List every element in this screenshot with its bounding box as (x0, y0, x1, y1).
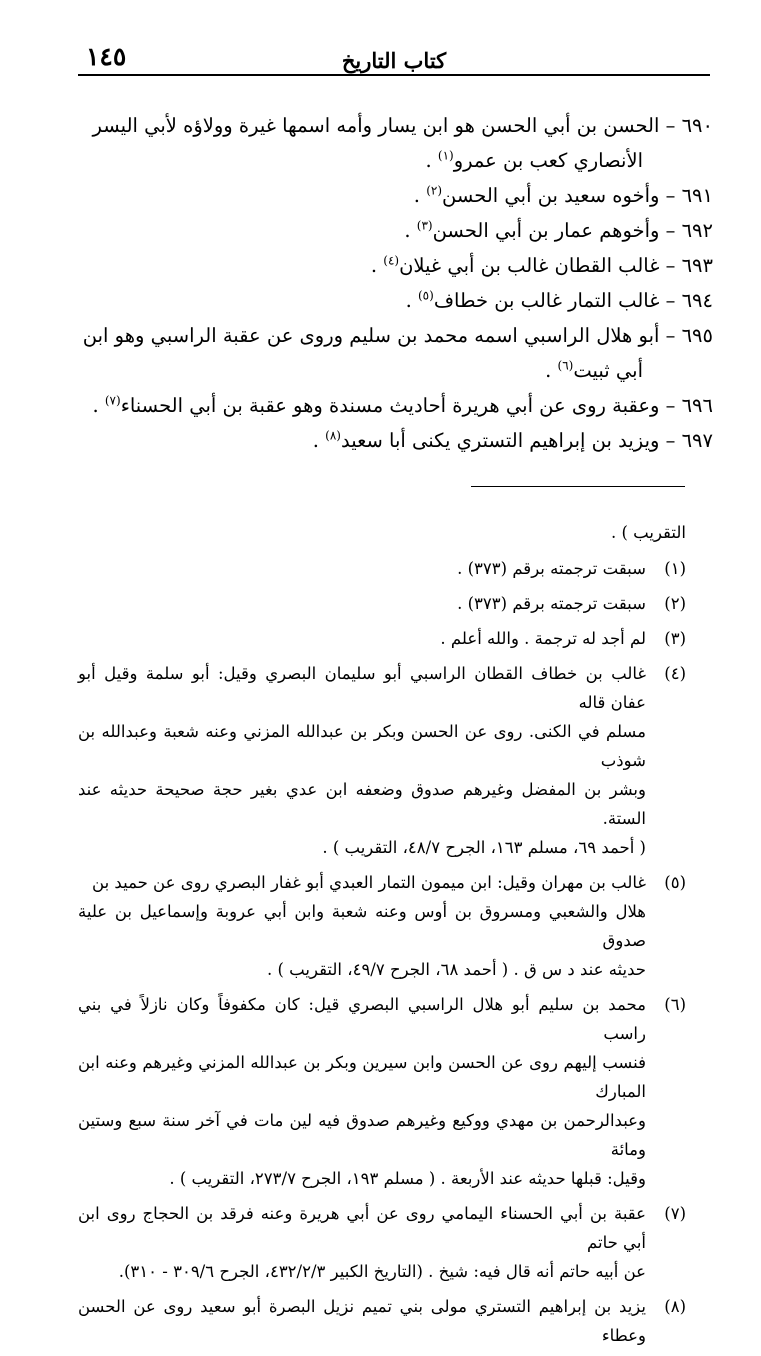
footnote-ref: (٨) (325, 428, 341, 443)
footnote-marker: (٨) (664, 1297, 686, 1316)
entry-dash: – (665, 184, 676, 207)
entry-text: وأخوه سعيد بن أبي الحسن (442, 184, 660, 207)
entry (79, 213, 713, 248)
footnote-line: فنسب إليهم روى عن الحسن وابن سيرين وبكر بن عبدالله المزني وغيرهم وعنه ابن المبارك (78, 1053, 646, 1101)
entry (79, 108, 713, 178)
footnote-marker: (٤) (664, 664, 686, 683)
footnote-carry-over: التقريب ) . (610, 523, 686, 542)
footnote-marker: (٦) (664, 995, 686, 1014)
entry-end: . (92, 394, 105, 417)
footnote-text (78, 589, 646, 618)
entry-line (79, 318, 713, 353)
footnote-ref: (١) (437, 148, 454, 163)
footnotes (78, 518, 686, 1356)
entry (79, 178, 713, 213)
entry-end: . (370, 254, 384, 277)
footnote-ref: (٧) (104, 393, 121, 408)
footnote-text (78, 1292, 646, 1350)
footnote-line: وعبدالرحمن بن مهدي ووكيع وغيرهم صدوق فيه لين مات في آخر سنة سبع وستين ومائة (78, 1111, 646, 1159)
entry-text: ويزيد بن إبراهيم التستري يكنى أبا سعيد (340, 429, 660, 452)
entry-number: ٦٩١ (681, 184, 713, 207)
entry-line (79, 248, 713, 283)
entry (79, 318, 713, 388)
footnote-line: سبقت ترجمته برقم (٣٧٣) . (457, 559, 646, 578)
entry-line (79, 283, 713, 318)
entry-number: ٦٩٧ (681, 429, 713, 452)
entry-number: ٦٩٣ (681, 254, 713, 277)
entry-text: الأنصاري كعب بن عمرو (453, 149, 643, 172)
footnote-marker: (١) (664, 559, 686, 578)
footnote (78, 659, 686, 862)
footnote (78, 589, 686, 618)
entry-dash: – (665, 289, 676, 312)
footnote (78, 1292, 686, 1350)
running-title: كتاب التاريخ (341, 48, 447, 73)
entry-number: ٦٩٢ (681, 219, 713, 242)
footnote-line: هلال والشعبي ومسروق بن أوس وعنه شعبة وابن أبي عروبة وإسماعيل بن علية صدوق (78, 902, 646, 950)
footnote-ref: (٦) (557, 358, 574, 373)
footnote-ref: (٥) (417, 288, 434, 303)
entry-text: أبي ثبيت (573, 359, 643, 382)
entry (79, 283, 713, 318)
entry (79, 248, 713, 283)
footnote-marker: (٣) (664, 629, 686, 648)
footnote-line: يزيد بن إبراهيم التستري مولى بني تميم نزيل البصرة أبو سعيد روى عن الحسن وعطاء (78, 1297, 646, 1345)
footnote-line: عقبة بن أبي الحسناء اليمامي روى عن أبي هريرة وعنه فرقد بن الحجاج روى ابن أبي حاتم (78, 1204, 646, 1252)
page-number: ١٤٥ (86, 42, 127, 71)
entry-number: ٦٩٠ (681, 114, 713, 137)
footnote-text (78, 624, 646, 653)
footnote-line: حديثه عند د س ق . ( أحمد ٦٨، الجرح ٤٩/٧، التقريب ) . (267, 960, 646, 979)
footnote-line: عن أبيه حاتم أنه قال فيه: شيخ . (التاريخ الكبير ٤٣٢/٢/٣، الجرح ٣٠٩/٦ - ٣١٠). (118, 1262, 646, 1281)
footnote-line: محمد بن سليم أبو هلال الراسبي البصري قيل: كان مكفوفاً وكان نازلاً في بني راسب (78, 995, 646, 1043)
page-header (78, 38, 710, 76)
footnote (78, 990, 686, 1193)
entry-text: وأخوهم عمار بن أبي الحسن (432, 219, 660, 242)
entry-number: ٦٩٦ (681, 394, 713, 417)
footnote-line: سبقت ترجمته برقم (٣٧٣) . (457, 594, 646, 613)
footnote-ref: (٤) (383, 253, 400, 268)
entry (79, 388, 713, 423)
entry-dash: – (665, 324, 676, 347)
footnote-marker: (٧) (664, 1204, 686, 1223)
footnote-line: مسلم في الكنى. روى عن الحسن وبكر بن عبدالله المزني وعنه شعبة وعبدالله بن شوذب (78, 722, 646, 770)
entry-text: أبو هلال الراسبي اسمه محمد بن سليم وروى عن عقبة الراسبي وهو ابن (82, 324, 660, 347)
entry-line (79, 213, 713, 248)
entry-end: . (405, 289, 418, 312)
footnote-list (78, 554, 686, 1350)
footnote (78, 1199, 686, 1286)
footnote (78, 868, 686, 984)
footnote-line: غالب بن مهران وقيل: ابن ميمون التمار العبدي أبو غفار البصري روى عن حميد بن (92, 873, 646, 892)
footnote-line: وقيل: قبلها حديثه عند الأربعة . ( مسلم ١٩٣، الجرح ٢٧٣/٧، التقريب ) . (169, 1169, 646, 1188)
footnote-marker: (٢) (664, 594, 686, 613)
entry-end: . (425, 149, 438, 172)
entry-dash: – (665, 429, 676, 452)
entry-text: الحسن بن أبي الحسن هو ابن يسار وأمه اسمها غيرة وولاؤه لأبي اليسر (92, 114, 660, 137)
footnote (78, 554, 686, 583)
footnote-marker: (٥) (664, 873, 686, 892)
footnote-line: ( أحمد ٦٩، مسلم ١٦٣، الجرح ٤٨/٧، التقريب ) . (322, 838, 646, 857)
footnote-text (78, 990, 646, 1193)
footnote-text (78, 554, 646, 583)
entry-dash: – (665, 114, 676, 137)
entry-number: ٦٩٤ (681, 289, 713, 312)
entry-end: . (404, 219, 417, 242)
entry-line (79, 423, 713, 458)
entry-dash: – (665, 219, 676, 242)
footnote-separator (471, 486, 685, 487)
footnote (78, 624, 686, 653)
footnote-line: لم أجد له ترجمة . والله أعلم . (440, 629, 646, 648)
entry-dash: – (665, 254, 676, 277)
entry-text: غالب التمار غالب بن خطاف (433, 289, 660, 312)
entry-end: . (413, 184, 427, 207)
entry-line (79, 108, 713, 143)
entry-end: . (545, 359, 558, 382)
entry-number: ٦٩٥ (681, 324, 713, 347)
entry-line (79, 353, 713, 388)
header-rule (78, 74, 710, 76)
entry-text: غالب القطان غالب بن أبي غيلان (399, 254, 660, 277)
entries-list (79, 108, 713, 458)
footnote-text (78, 1199, 646, 1286)
entry-end: . (312, 429, 326, 452)
footnote-text (78, 868, 646, 984)
entry-dash: – (665, 394, 676, 417)
entry-line (79, 143, 713, 178)
footnote-line: وبشر بن المفضل وغيرهم صدوق وضعفه ابن عدي بغير حجة صحيحة حديثه عند الستة. (78, 780, 646, 828)
footnote-ref: (٢) (426, 183, 443, 198)
footnote-line: غالب بن خطاف القطان الراسبي أبو سليمان البصري وقيل: أبو سلمة وقيل أبو عفان قاله (78, 664, 646, 712)
footnote-text (78, 659, 646, 862)
entry (79, 423, 713, 458)
entry-line (79, 178, 713, 213)
footnote-ref: (٣) (416, 218, 433, 233)
entry-line (79, 388, 713, 423)
entry-text: وعقبة روى عن أبي هريرة أحاديث مسندة وهو عقبة بن أبي الحسناء (120, 394, 660, 417)
